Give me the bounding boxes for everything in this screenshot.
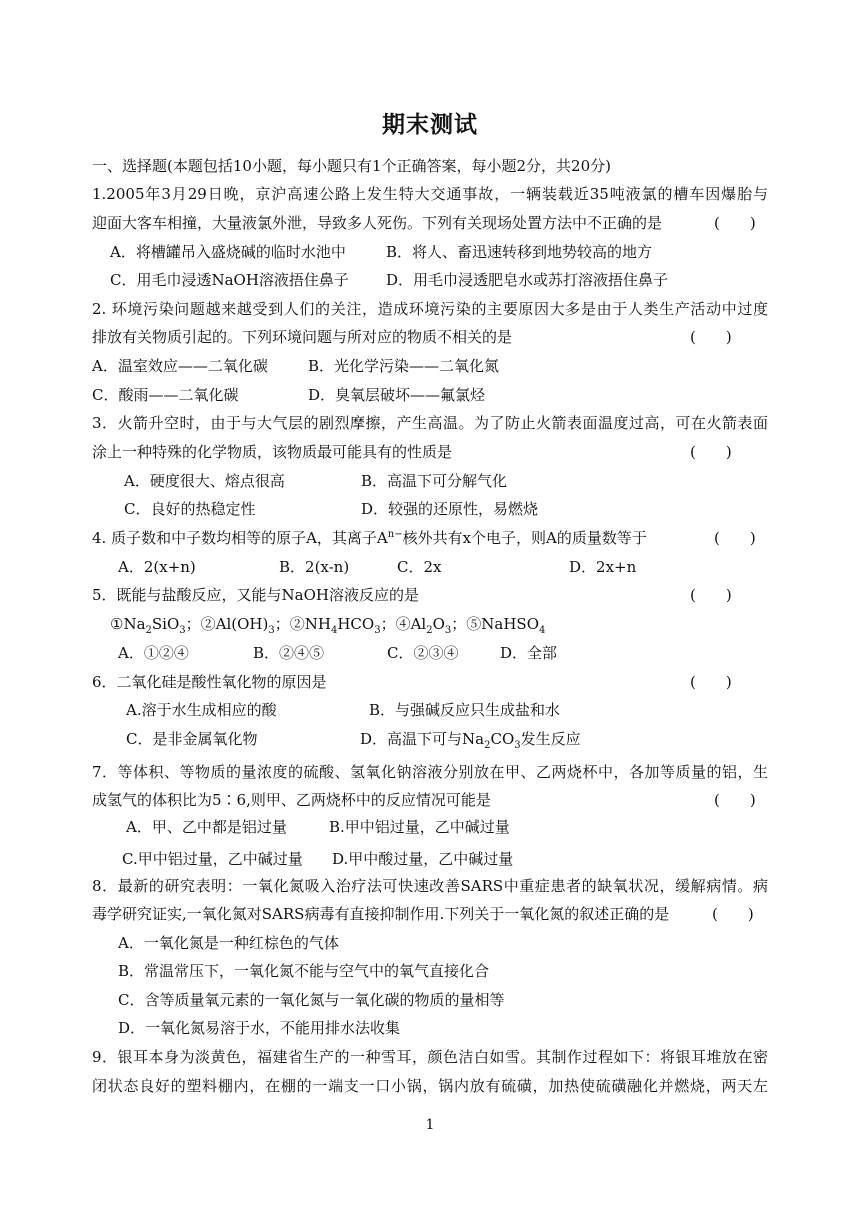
q2-option-b: B．光化学污染——二氧化氮 xyxy=(308,357,500,375)
q1-answer-blank: ( ) xyxy=(714,214,756,232)
q5-line1: 5．既能与盐酸反应，又能与NaOH溶液反应的是 xyxy=(92,586,419,604)
q1-option-c: C．用毛巾浸透NaOH溶液捂住鼻子 xyxy=(110,271,349,289)
page-title: 期末测试 xyxy=(382,112,478,138)
q6-option-b: B．与强碱反应只生成盐和水 xyxy=(369,701,561,719)
section-heading: 一、选择题(本题包括10小题，每小题只有1个正确答案，每小题2分，共20分) xyxy=(92,157,611,175)
q5-option-a: A．①②④ xyxy=(118,644,189,662)
q1-option-b: B．将人、畜迅速转移到地势较高的地方 xyxy=(386,243,653,261)
q5-option-b: B．②④⑤ xyxy=(253,644,325,662)
q4-option-a: A．2(x+n) xyxy=(118,558,196,576)
q3-answer-blank: ( ) xyxy=(690,443,732,461)
q8-option-a: A．一氧化氮是一种红棕色的气体 xyxy=(118,934,339,952)
q4-text-post: 核外共有x个电子，则A的质量数等于 xyxy=(402,529,647,547)
q2-answer-blank: ( ) xyxy=(690,328,732,346)
q7-option-d: D.甲中酸过量，乙中碱过量 xyxy=(332,850,514,868)
q4-option-c: C．2x xyxy=(397,558,442,576)
q8-option-d: D．一氧化氮易溶于水，不能用排水法收集 xyxy=(118,1019,401,1037)
q7-answer-blank: ( ) xyxy=(714,791,756,809)
q4-ion-charge: n− xyxy=(387,529,403,540)
q7-option-c: C.甲中铝过量，乙中碱过量 xyxy=(122,850,303,868)
q6-answer-blank: ( ) xyxy=(690,673,732,691)
q3-option-a: A．硬度很大、熔点很高 xyxy=(124,472,285,490)
q6-line1: 6．二氧化硅是酸性氧化物的原因是 xyxy=(92,673,327,691)
q8-option-c: C．含等质量氧元素的一氧化氮与一氧化碳的物质的量相等 xyxy=(118,991,505,1009)
q7-option-a: A．甲、乙中都是铝过量 xyxy=(126,818,287,836)
q7-option-b: B.甲中铝过量，乙中碱过量 xyxy=(329,818,510,836)
q6-option-d-post: 发生反应 xyxy=(520,730,581,748)
q2-option-d: D．臭氧层破坏——氟氯烃 xyxy=(308,386,486,404)
q2-line1: 2. 环境污染问题越来越受到人们的关注，造成环境污染的主要原因大多是由于人类生产活动中过度 xyxy=(92,300,768,318)
q6-option-d-pre: D．高温下可与Na xyxy=(360,730,485,748)
q5-option-d: D．全部 xyxy=(500,644,558,662)
q4-line1 xyxy=(92,528,647,548)
q2-option-c: C．酸雨——二氧化碳 xyxy=(92,386,239,404)
q8-line2: 毒学研究证实,一氧化氮对SARS病毒有直接抑制作用.下列关于一氧化氮的叙述正确的是 xyxy=(92,905,670,923)
q5-option-c: C．②③④ xyxy=(387,644,459,662)
q7-line2: 成氢气的体积比为5∶6,则甲、乙两烧杯中的反应情况可能是 xyxy=(92,791,491,809)
q8-option-b: B．常温常压下，一氧化氮不能与空气中的氧气直接化合 xyxy=(118,962,490,980)
q7-line1: 7．等体积、等物质的量浓度的硫酸、氢氧化钠溶液分别放在甲、乙两烧杯中，各加等质量的铝，生 xyxy=(92,763,768,781)
q4-text-pre: 4. 质子数和中子数均相等的原子A，其离子A xyxy=(92,529,388,547)
q9-line2: 闭状态良好的塑料棚内，在棚的一端支一口小锅，锅内放有硫磺，加热使硫磺融化并燃烧，两天左 xyxy=(92,1077,768,1095)
q4-answer-blank: ( ) xyxy=(714,529,756,547)
q3-option-d: D．较强的还原性，易燃烧 xyxy=(361,500,539,518)
q3-option-c: C．良好的热稳定性 xyxy=(124,500,256,518)
page-number: 1 xyxy=(425,1117,435,1133)
q3-option-b: B．高温下可分解气化 xyxy=(361,472,508,490)
q1-line2: 迎面大客车相撞，大量液氯外泄，导致多人死伤。下列有关现场处置方法中不正确的是 xyxy=(92,214,663,232)
q4-option-b: B．2(x-n) xyxy=(279,558,350,576)
q1-option-a: A．将槽罐吊入盛烧碱的临时水池中 xyxy=(110,243,346,261)
q5-substances: $①Na_2SiO_3$；$②Al(OH)_3$；$②NH_4HCO_3$；$④Al_2O_3$；⑤NaHSO$_4$ xyxy=(110,615,546,636)
q3-line1: 3．火箭升空时，由于与大气层的剧烈摩擦，产生高温。为了防止火箭表面温度过高，可在火箭表面 xyxy=(92,414,768,432)
q1-option-d: D．用毛巾浸透肥皂水或苏打溶液捂住鼻子 xyxy=(386,271,669,289)
q6-option-d: D．高温下可与$Na_2CO_3$发生反应 xyxy=(360,730,581,751)
q9-line1: 9．银耳本身为淡黄色，福建省生产的一种雪耳，颜色洁白如雪。其制作过程如下：将银耳堆放在密 xyxy=(92,1048,768,1066)
q3-line2: 涂上一种特殊的化学物质，该物质最可能具有的性质是 xyxy=(92,443,453,461)
q2-option-a: A．温室效应——二氧化碳 xyxy=(92,357,268,375)
q6-option-c: C．是非金属氧化物 xyxy=(126,730,258,748)
q2-line2: 排放有关物质引起的。下列环境问题与所对应的物质不相关的是 xyxy=(92,328,513,346)
q1-line1: 1.2005年3月29日晚，京沪高速公路上发生特大交通事故，一辆装载近35吨液氯的槽车因爆胎与 xyxy=(92,185,768,203)
q8-answer-blank: ( ) xyxy=(712,905,754,923)
q5-answer-blank: ( ) xyxy=(690,586,732,604)
q4-option-d: D．2x+n xyxy=(569,558,637,576)
q6-option-a: A.溶于水生成相应的酸 xyxy=(126,701,277,719)
q8-line1: 8．最新的研究表明：一氧化氮吸入治疗法可快速改善SARS中重症患者的缺氧状况，缓解病情。病 xyxy=(92,877,768,895)
